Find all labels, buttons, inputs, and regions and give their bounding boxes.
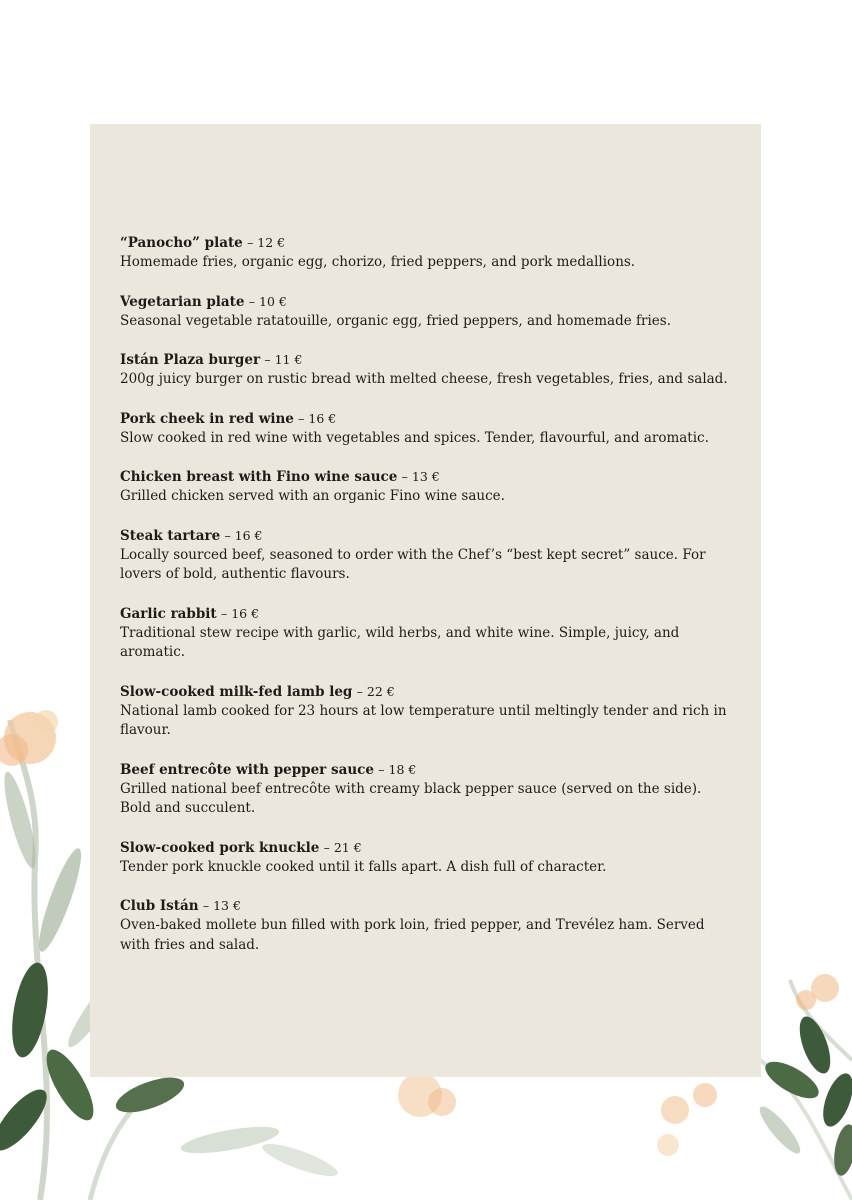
dish-price: – 11 € <box>264 352 303 367</box>
dish-description: Slow cooked in red wine with vegetables and spices. Tender, flavourful, and aromatic. <box>120 429 709 446</box>
menu-item <box>120 409 730 449</box>
dish-name: Club Istán <box>120 898 199 914</box>
dish-price: – 21 € <box>323 839 362 855</box>
dish-name: “Panocho” plate <box>120 235 243 251</box>
dish-price: – 16 € <box>298 410 337 426</box>
dish-price: – 16 € <box>224 527 263 543</box>
menu-item <box>120 896 730 955</box>
menu-item <box>120 838 730 878</box>
menu-item-header <box>120 682 730 702</box>
menu-item-header <box>120 896 730 916</box>
menu-item-header <box>120 409 730 429</box>
dish-name: Slow-cooked pork knuckle <box>120 839 320 856</box>
dish-name: Vegetarian plate <box>120 293 245 310</box>
menu-item-header <box>120 604 730 624</box>
dish-description: Locally sourced beef, seasoned to order with the Chef’s “best kept secret” sauce. For lovers of bold, authentic flavours. <box>120 546 706 582</box>
dish-description: Grilled chicken served with an organic Fino wine sauce. <box>120 488 505 504</box>
dish-description: Grilled national beef entrecôte with creamy black pepper sauce (served on the side). Bold and succulent. <box>120 780 702 816</box>
dish-description: National lamb cooked for 23 hours at low temperature until meltingly tender and rich in flavour. <box>120 702 727 738</box>
menu-item <box>120 467 730 507</box>
dish-price: – 13 € <box>401 469 440 484</box>
menu-item <box>120 350 730 390</box>
dish-name: Beef entrecôte with pepper sauce <box>120 761 374 778</box>
menu-item <box>120 760 730 819</box>
menu-item <box>120 233 730 273</box>
dish-price: – 22 € <box>356 683 395 699</box>
menu-item-header <box>120 292 730 312</box>
dish-description: Oven-baked mollete bun filled with pork loin, fried pepper, and Trevélez ham. Served with fries and salad. <box>120 917 705 953</box>
dish-price: – 16 € <box>220 605 260 621</box>
dish-price: – 12 € <box>247 235 286 250</box>
menu-item <box>120 604 730 663</box>
dish-name: Istán Plaza burger <box>120 352 261 368</box>
dish-name: Slow-cooked milk-fed lamb leg <box>120 683 353 700</box>
menu-item-header <box>120 838 730 858</box>
dish-description: Tender pork knuckle cooked until it falls apart. A dish full of character. <box>120 858 607 875</box>
dish-description: Traditional stew recipe with garlic, wild herbs, and white wine. Simple, juicy, and aromatic. <box>120 624 680 660</box>
menu-item-header <box>120 526 730 546</box>
menu-list <box>120 233 730 974</box>
menu-item <box>120 682 730 741</box>
dish-name: Steak tartare <box>120 527 221 544</box>
dish-price: – 18 € <box>378 761 417 777</box>
menu-item-header <box>120 760 730 780</box>
menu-item-header <box>120 467 730 487</box>
dish-name: Garlic rabbit <box>120 605 217 622</box>
dish-description: Homemade fries, organic egg, chorizo, fried peppers, and pork medallions. <box>120 254 636 270</box>
menu-item-header <box>120 350 730 370</box>
dish-price: – 13 € <box>202 898 241 913</box>
menu-item <box>120 292 730 332</box>
menu-item-header <box>120 233 730 253</box>
dish-description: Seasonal vegetable ratatouille, organic egg, fried peppers, and homemade fries. <box>120 312 671 329</box>
dish-description: 200g juicy burger on rustic bread with melted cheese, fresh vegetables, fries, and salad. <box>120 371 728 387</box>
dish-price: – 10 € <box>248 293 287 309</box>
dish-name: Chicken breast with Fino wine sauce <box>120 469 398 485</box>
menu-item <box>120 526 730 585</box>
dish-name: Pork cheek in red wine <box>120 410 294 427</box>
